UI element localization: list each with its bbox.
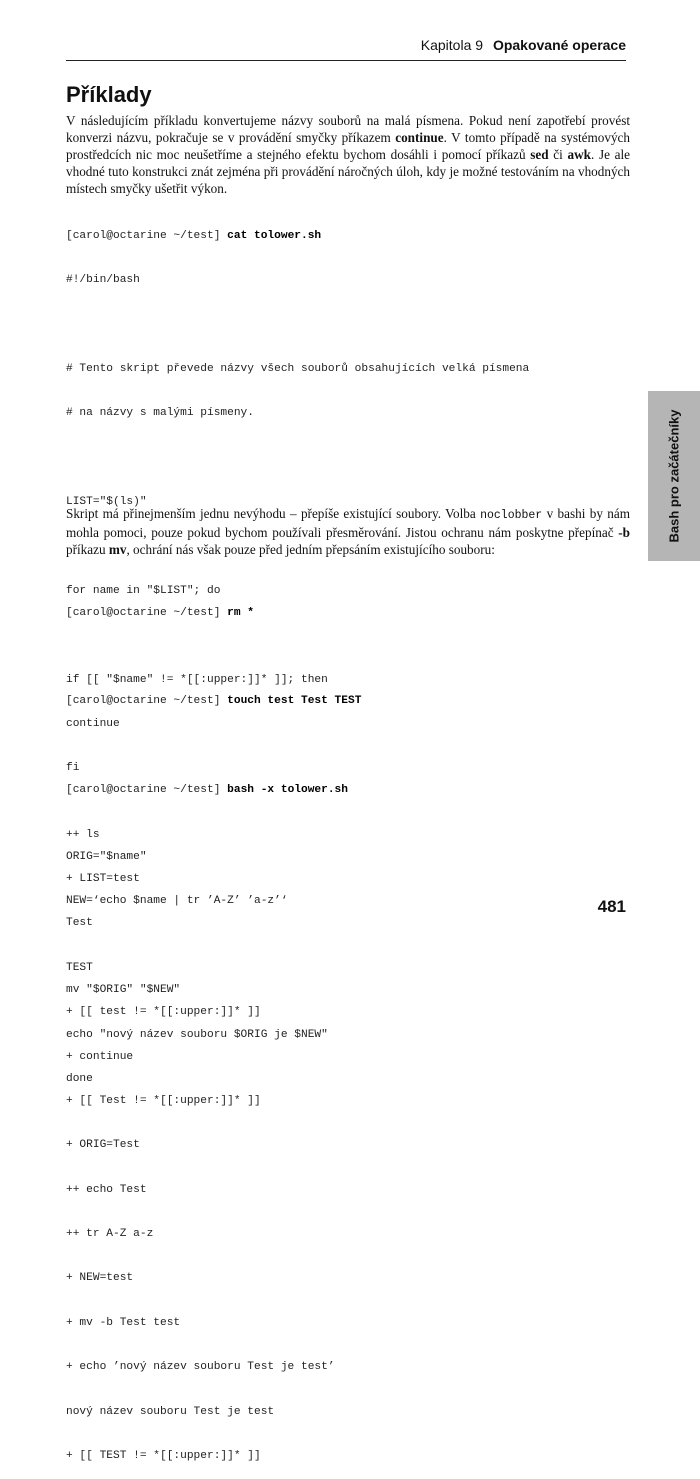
shell-command: bash -x tolower.sh [227,784,348,797]
intro-text-3: či [548,147,568,162]
para2-text-4: , ochrání nás však pouze před jedním přepsáním existujícího souboru: [126,542,495,557]
code-line: + NEW=test [66,1272,134,1285]
code-line: # Tento skript převede názvy všech souborů obsahujících velká písmena [66,362,530,375]
section-title: Příklady [66,82,152,107]
code-line: ++ echo Test [66,1183,147,1196]
code-line: if [[ "$name" != *[[:upper:]]* ]]; then [66,673,328,686]
option-noclobber: noclobber [480,509,543,522]
code-line: TEST [66,961,93,974]
intro-text-4: . Je ale vhodné tuto konstrukci znát zejména při provádění náročných úloh, kdy je možné testováním na vhodných místech smyčky ušetřit výkon. [66,147,630,196]
code-line [66,229,529,244]
keyword-continue: continue [395,130,444,145]
keyword-sed: sed [530,147,549,162]
code-line [66,317,529,332]
keyword-awk: awk [567,147,591,162]
code-line: fi [66,762,80,775]
intro-text-2: . V tomto případě na systémových prostředcích nic moc neušetříme a stejného efektu bychom dosáhli i pomocí příkazů [66,130,631,162]
code-line: + ORIG=Test [66,1139,140,1152]
side-tab [648,391,700,561]
para2-text-1: Skript má přinejmenším jednu nevýhodu – přepíše existující soubory. Volba [66,506,481,521]
code-line: mv "$ORIG" "$NEW" [66,984,181,997]
code-line: + [[ test != *[[:upper:]]* ]] [66,1006,261,1019]
option-b: -b [618,525,630,540]
code-line: LIST="$(ls)" [66,495,147,508]
noclobber-paragraph [66,505,630,558]
code-line: continue [66,717,120,730]
code-line: for name in "$LIST"; do [66,584,221,597]
shell-command: cat tolower.sh [227,229,322,242]
code-line [66,650,361,665]
page-number: 481 [597,897,626,916]
code-line: done [66,1073,93,1086]
intro-text-1: V následujícím příkladu konvertujeme názvy souborů na malá písmena. Pokud není zapotřebí provést konverzi názvu, pokračuje se v provádění smyčky příkazem [66,113,630,145]
shell-command: touch test Test TEST [227,695,362,708]
code-line: ++ tr A-Z a-z [66,1228,154,1241]
shell-prompt: [carol@octarine ~/test] [66,784,228,797]
shell-prompt: [carol@octarine ~/test] [66,695,228,708]
code-line: Test [66,917,93,930]
chapter-label: Kapitola 9 [420,37,484,53]
code-line [66,451,529,466]
intro-paragraph [66,112,630,197]
code-line: nový název souboru Test je test [66,1405,275,1418]
side-tab-label: Bash pro začátečníky [666,409,682,543]
code-line: + continue [66,1050,134,1063]
chapter-title: Opakované operace [492,37,626,53]
shell-prompt: [carol@octarine ~/test] [66,606,228,619]
code-line: + [[ Test != *[[:upper:]]* ]] [66,1094,261,1107]
code-line [66,783,361,798]
code-line: ORIG="$name" [66,851,147,864]
code-line: + [[ TEST != *[[:upper:]]* ]] [66,1450,261,1463]
code-line [66,606,361,621]
para2-text-3: příkazu [66,542,109,557]
keyword-mv: mv [108,542,127,557]
para2-text-2: v bashi by nám mohla pomoci, pouze pokud bychom používali přesměrování. Jistou ochranu nám poskytne přepínač [66,506,631,540]
code-line [66,739,361,754]
code-line: # na názvy s malými písmeny. [66,407,254,420]
code-line: + LIST=test [66,872,140,885]
code-line: + echo ’nový název souboru Test je test’ [66,1361,335,1374]
code-line: ++ ls [66,828,100,841]
code-line: NEW=‘echo $name | tr ’A-Z’ ’a-z’‘ [66,895,288,908]
running-header [66,30,626,61]
shell-prompt: [carol@octarine ~/test] [66,229,228,242]
shell-command: rm * [227,606,254,619]
code-line [66,694,361,709]
code-line: #!/bin/bash [66,273,140,286]
code-line: echo "nový název souboru $ORIG je $NEW" [66,1028,328,1041]
code-listing-trace [66,576,361,1479]
code-line: + mv -b Test test [66,1316,181,1329]
